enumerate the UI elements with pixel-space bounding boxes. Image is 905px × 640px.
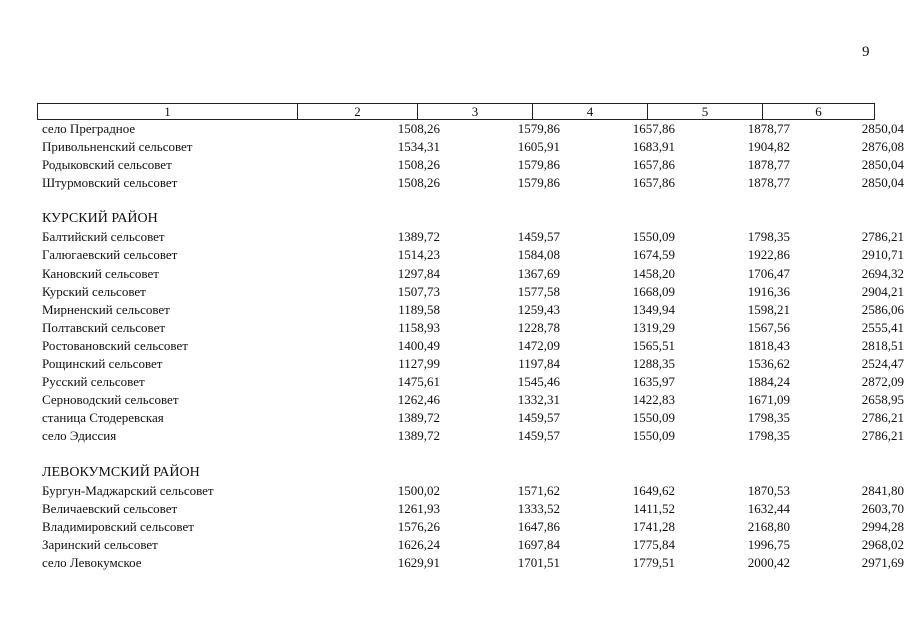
row-value-col2: 1400,49 (397, 337, 440, 353)
row-value-col5: 2000,42 (747, 554, 790, 570)
row-value-col4: 1458,20 (632, 265, 675, 281)
row-value-col6: 2658,95 (861, 392, 904, 408)
row-value-col4: 1668,09 (632, 283, 675, 299)
row-value-col6: 2904,21 (861, 283, 904, 299)
row-value-col3: 1584,08 (517, 247, 560, 263)
row-value-col6: 2876,08 (861, 139, 904, 155)
row-value-col5: 1870,53 (747, 482, 790, 498)
col-header-4: 4 (533, 104, 648, 120)
row-value-col4: 1649,62 (632, 482, 675, 498)
row-value-col5: 1904,82 (747, 139, 790, 155)
row-value-col2: 1629,91 (397, 554, 440, 570)
row-name: Галюгаевский сельсовет (42, 247, 178, 263)
table-row (37, 518, 904, 536)
row-value-col6: 2850,04 (861, 121, 904, 136)
row-value-col6: 2971,69 (861, 554, 904, 570)
table-row (37, 409, 904, 427)
table-row (37, 391, 904, 409)
row-value-col2: 1158,93 (398, 319, 440, 335)
row-value-col5: 1798,35 (747, 428, 790, 444)
table-row (37, 228, 904, 246)
row-value-col5: 1798,35 (747, 229, 790, 245)
row-value-col4: 1779,51 (632, 554, 675, 570)
col-header-5: 5 (648, 104, 763, 120)
row-value-col2: 1475,61 (397, 374, 440, 390)
row-value-col6: 2850,04 (861, 175, 904, 191)
table-row (37, 373, 904, 391)
row-value-col5: 1916,36 (747, 283, 790, 299)
row-name: Бургун-Маджарский сельсовет (42, 482, 214, 498)
row-value-col5: 1922,86 (747, 247, 790, 263)
row-value-col2: 1508,26 (397, 157, 440, 173)
row-value-col3: 1697,84 (517, 536, 560, 552)
row-value-col6: 2603,70 (861, 500, 904, 516)
row-value-col3: 1459,57 (517, 229, 560, 245)
row-value-col3: 1367,69 (517, 265, 560, 281)
row-value-col6: 2524,47 (861, 356, 904, 372)
section-title-levokumsky: ЛЕВОКУМСКИЙ РАЙОН (42, 464, 200, 480)
row-name: станица Стодеревская (42, 410, 164, 426)
row-name: Штурмовский сельсовет (42, 175, 178, 191)
row-value-col6: 2786,21 (861, 229, 904, 245)
table-row (37, 500, 904, 518)
row-value-col4: 1657,86 (632, 121, 675, 136)
column-header-row (37, 103, 875, 120)
row-value-col3: 1332,31 (517, 392, 560, 408)
row-name: Русский сельсовет (42, 374, 145, 390)
page-number: 9 (862, 44, 870, 60)
row-name: село Левокумское (42, 554, 142, 570)
row-name: село Эдиссия (42, 428, 117, 444)
row-value-col5: 1536,62 (747, 356, 790, 372)
col-header-3: 3 (418, 104, 533, 120)
row-name: Ростовановский сельсовет (42, 337, 188, 353)
group-kursky (37, 228, 904, 445)
table-row (37, 554, 904, 572)
row-value-col3: 1333,52 (517, 500, 560, 516)
row-value-col6: 2694,32 (861, 265, 904, 281)
row-name: Курский сельсовет (42, 283, 146, 299)
row-name: Балтийский сельсовет (42, 229, 165, 245)
row-value-col2: 1508,26 (397, 175, 440, 191)
row-value-col5: 1878,77 (747, 157, 790, 173)
row-value-col6: 2818,51 (861, 337, 904, 353)
row-value-col4: 1422,83 (632, 392, 675, 408)
row-value-col5: 1884,24 (747, 374, 790, 390)
row-name: Рощинский сельсовет (42, 356, 163, 372)
row-value-col5: 1632,44 (747, 500, 790, 516)
group-levokumsky (37, 482, 904, 572)
row-name: Владимировский сельсовет (42, 518, 194, 534)
row-value-col4: 1550,09 (632, 428, 675, 444)
row-value-col3: 1605,91 (517, 139, 560, 155)
row-value-col4: 1657,86 (632, 157, 675, 173)
row-name: Величаевский сельсовет (42, 500, 178, 516)
row-value-col4: 1288,35 (632, 356, 675, 372)
row-value-col5: 1598,21 (747, 301, 790, 317)
col-header-1: 1 (38, 104, 298, 120)
row-value-col6: 2850,04 (861, 157, 904, 173)
row-value-col4: 1635,97 (632, 374, 675, 390)
row-value-col3: 1577,58 (517, 283, 560, 299)
row-value-col3: 1472,09 (517, 337, 560, 353)
row-value-col4: 1565,51 (632, 337, 675, 353)
row-value-col4: 1411,52 (633, 500, 675, 516)
table-row (37, 355, 904, 373)
row-value-col4: 1550,09 (632, 229, 675, 245)
row-value-col4: 1349,94 (632, 301, 675, 317)
row-value-col5: 1818,43 (747, 337, 790, 353)
row-name: Мирненский сельсовет (42, 301, 170, 317)
row-value-col6: 2994,28 (861, 518, 904, 534)
row-value-col6: 2872,09 (861, 374, 904, 390)
row-value-col2: 1127,99 (398, 356, 440, 372)
table-row (37, 319, 904, 337)
table-row (37, 427, 904, 445)
row-value-col2: 1389,72 (397, 428, 440, 444)
row-value-col2: 1626,24 (397, 536, 440, 552)
row-value-col4: 1775,84 (632, 536, 675, 552)
row-name: Полтавский сельсовет (42, 319, 166, 335)
section-title-kursky: КУРСКИЙ РАЙОН (42, 211, 158, 227)
row-value-col3: 1259,43 (517, 301, 560, 317)
row-value-col5: 1878,77 (747, 121, 790, 136)
row-value-col3: 1579,86 (517, 157, 560, 173)
table-row (37, 482, 904, 500)
row-value-col5: 1567,56 (747, 319, 790, 335)
row-value-col2: 1189,58 (398, 301, 440, 317)
row-value-col2: 1389,72 (397, 410, 440, 426)
row-name: Серноводский сельсовет (42, 392, 179, 408)
row-value-col4: 1319,29 (632, 319, 675, 335)
col-header-6: 6 (763, 104, 875, 120)
table-body (37, 120, 904, 572)
row-value-col4: 1683,91 (632, 139, 675, 155)
row-value-col6: 2555,41 (861, 319, 904, 335)
table-row (37, 301, 904, 319)
row-value-col6: 2786,21 (861, 428, 904, 444)
table-row (37, 174, 904, 192)
table-row (37, 138, 904, 156)
table-row (37, 265, 904, 283)
row-value-col5: 1706,47 (747, 265, 790, 281)
row-value-col3: 1701,51 (517, 554, 560, 570)
row-value-col2: 1508,26 (397, 121, 440, 136)
row-name: Привольненский сельсовет (42, 139, 193, 155)
row-value-col5: 1996,75 (747, 536, 790, 552)
row-value-col3: 1571,62 (517, 482, 560, 498)
row-value-col2: 1297,84 (397, 265, 440, 281)
row-value-col4: 1550,09 (632, 410, 675, 426)
row-value-col5: 2168,80 (747, 518, 790, 534)
row-value-col6: 2910,71 (861, 247, 904, 263)
row-value-col2: 1507,73 (397, 283, 440, 299)
group-continued (37, 120, 904, 192)
row-value-col6: 2786,21 (861, 410, 904, 426)
table-row (37, 337, 904, 355)
row-name: Заринский сельсовет (42, 536, 158, 552)
row-value-col2: 1514,23 (397, 247, 440, 263)
col-header-2: 2 (298, 104, 418, 120)
row-name: Кановский сельсовет (42, 265, 159, 281)
row-value-col2: 1262,46 (397, 392, 440, 408)
row-value-col5: 1878,77 (747, 175, 790, 191)
row-name: Родыковский сельсовет (42, 157, 172, 173)
row-value-col6: 2841,80 (861, 482, 904, 498)
row-value-col4: 1657,86 (632, 175, 675, 191)
row-value-col4: 1674,59 (632, 247, 675, 263)
row-value-col5: 1798,35 (747, 410, 790, 426)
row-value-col2: 1500,02 (397, 482, 440, 498)
row-value-col3: 1197,84 (518, 356, 560, 372)
row-value-col3: 1545,46 (517, 374, 560, 390)
row-value-col6: 2968,02 (861, 536, 904, 552)
row-value-col5: 1671,09 (747, 392, 790, 408)
table-row (37, 283, 904, 301)
row-value-col2: 1534,31 (397, 139, 440, 155)
row-value-col3: 1228,78 (517, 319, 560, 335)
row-value-col4: 1741,28 (632, 518, 675, 534)
table-row (37, 536, 904, 554)
table-row (37, 156, 904, 174)
row-value-col2: 1261,93 (397, 500, 440, 516)
row-name: село Преградное (42, 121, 136, 136)
row-value-col3: 1579,86 (517, 175, 560, 191)
table-row (37, 120, 904, 138)
table-row (37, 246, 904, 264)
row-value-col2: 1389,72 (397, 229, 440, 245)
row-value-col6: 2586,06 (861, 301, 904, 317)
row-value-col3: 1459,57 (517, 428, 560, 444)
row-value-col3: 1459,57 (517, 410, 560, 426)
row-value-col3: 1647,86 (517, 518, 560, 534)
row-value-col2: 1576,26 (397, 518, 440, 534)
row-value-col3: 1579,86 (517, 121, 560, 136)
